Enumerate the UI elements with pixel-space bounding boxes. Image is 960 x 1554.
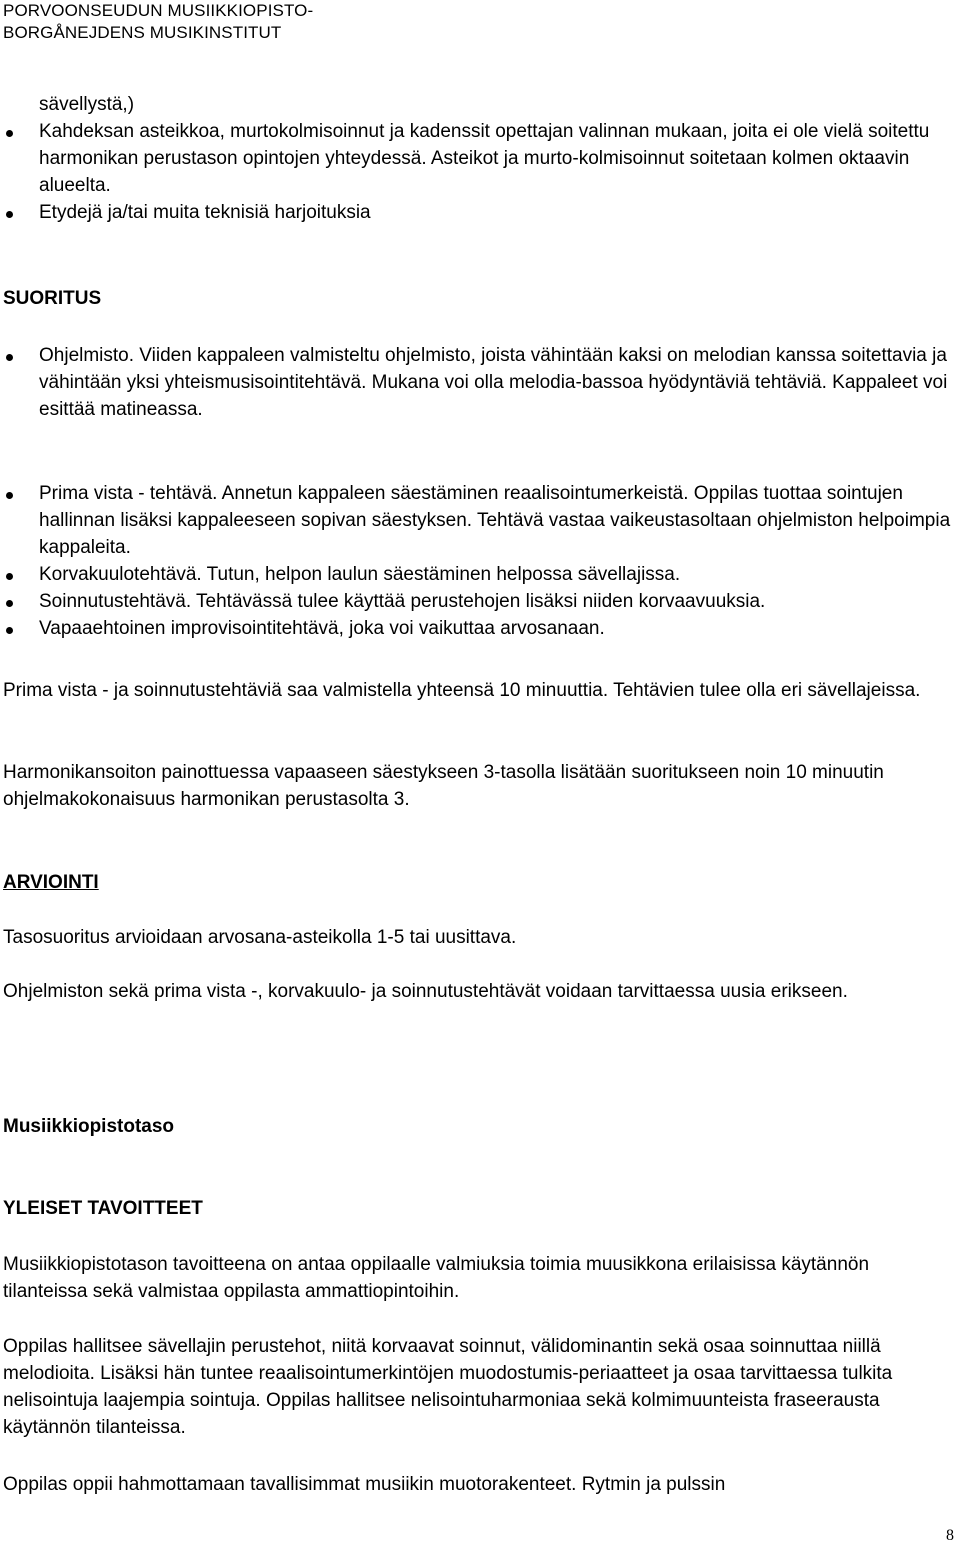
bullet-icon (6, 211, 13, 218)
list-item: Korvakuulotehtävä. Tutun, helpon laulun säestäminen helpossa sävellajissa. (3, 561, 958, 588)
bullet-icon (6, 354, 13, 361)
suoritus-list-2 (3, 480, 958, 642)
bullet-icon (6, 600, 13, 607)
yleiset-paragraph-1: Musiikkiopistotason tavoitteena on antaa oppilaalle valmiuksia toimia muusikkona erilaisissa käytännön tilanteissa sekä valmistaa oppilasta ammattiopintoihin. (3, 1254, 870, 1302)
suoritus-paragraph-2: Harmonikansoiton painottuessa vapaaseen säestykseen 3-tasolla lisätään suoritukseen noin 10 minuutin ohjelmakokonaisuus harmonikan perustasolta 3. (3, 762, 884, 810)
bullet-icon (6, 492, 13, 499)
suoritus-paragraph-1: Prima vista - ja soinnutustehtäviä saa valmistella yhteensä 10 minuuttia. Tehtävien tulee olla eri sävellajeissa. (3, 680, 921, 701)
list-item: Vapaaehtoinen improvisointitehtävä, joka voi vaikuttaa arvosanaan. (3, 615, 958, 642)
section-heading-yleiset-tavoitteet: YLEISET TAVOITTEET (3, 1198, 203, 1219)
bullet-icon (6, 130, 13, 137)
arviointi-paragraph-2: Ohjelmiston sekä prima vista -, korvakuulo- ja soinnutustehtävät voidaan tarvittaessa uusia erikseen. (3, 981, 848, 1002)
list-item: Prima vista - tehtävä. Annetun kappaleen säestäminen reaalisointumerkeistä. Oppilas tuottaa sointujen hallinnan lisäksi kappaleeseen sopivan säestyksen. Tehtävä vastaa vaikeustasoltaan ohjelmiston helpoimpia kappaleita. (3, 480, 958, 561)
list-item: Ohjelmisto. Viiden kappaleen valmisteltu ohjelmisto, joista vähintään kaksi on melodian kanssa soitettavia ja vähintään yksi yhteismusisointitehtävä. Mukana voi olla melodia-bassoa hyödyntäviä tehtäviä. Kappaleet voi esittää matineassa. (3, 342, 958, 423)
arviointi-paragraph-1: Tasosuoritus arvioidaan arvosana-asteikolla 1-5 tai uusittava. (3, 927, 517, 948)
institute-name-line2: BORGÅNEJDENS MUSIKINSTITUT (3, 23, 282, 42)
institute-name-line1: PORVOONSEUDUN MUSIIKKIOPISTO- (3, 1, 314, 20)
intro-list (3, 91, 958, 226)
list-item: Kahdeksan asteikkoa, murtokolmisoinnut ja kadenssit opettajan valinnan mukaan, joita ei ole vielä soitettu harmonikan perustason opintojen yhteydessä. Asteikot ja murto-kolmisoinnut soitetaan kolmen oktaavin alueelta. (3, 118, 958, 199)
page-number: 8 (946, 1527, 954, 1544)
suoritus-list-1 (3, 342, 958, 423)
bullet-icon (6, 573, 13, 580)
section-heading-suoritus: SUORITUS (3, 288, 102, 309)
yleiset-paragraph-3: Oppilas oppii hahmottamaan tavallisimmat musiikin muotorakenteet. Rytmin ja pulssin (3, 1474, 726, 1495)
section-heading-arviointi: ARVIOINTI (3, 872, 99, 893)
section-heading-musiikkiopistotaso: Musiikkiopistotaso (3, 1116, 175, 1137)
list-continuation: sävellystä,) (39, 94, 135, 115)
list-item: Etydejä ja/tai muita teknisiä harjoituksia (3, 199, 958, 226)
list-item: Soinnutustehtävä. Tehtävässä tulee käyttää perustehojen lisäksi niiden korvaavuuksia. (3, 588, 958, 615)
bullet-icon (6, 627, 13, 634)
yleiset-paragraph-2: Oppilas hallitsee sävellajin perustehot, niitä korvaavat soinnut, välidominantin sekä osaa soinnuttaa niillä melodioita. Lisäksi hän tuntee reaalisointumerkintöjen muodostumis-periaatteet ja osaa tarvittaessa tulkita nelisointuja laajempia sointuja. Oppilas hallitsee nelisointuharmoniaa sekä kolmimuunteista fraseerausta käytännön tilanteissa. (3, 1336, 893, 1438)
